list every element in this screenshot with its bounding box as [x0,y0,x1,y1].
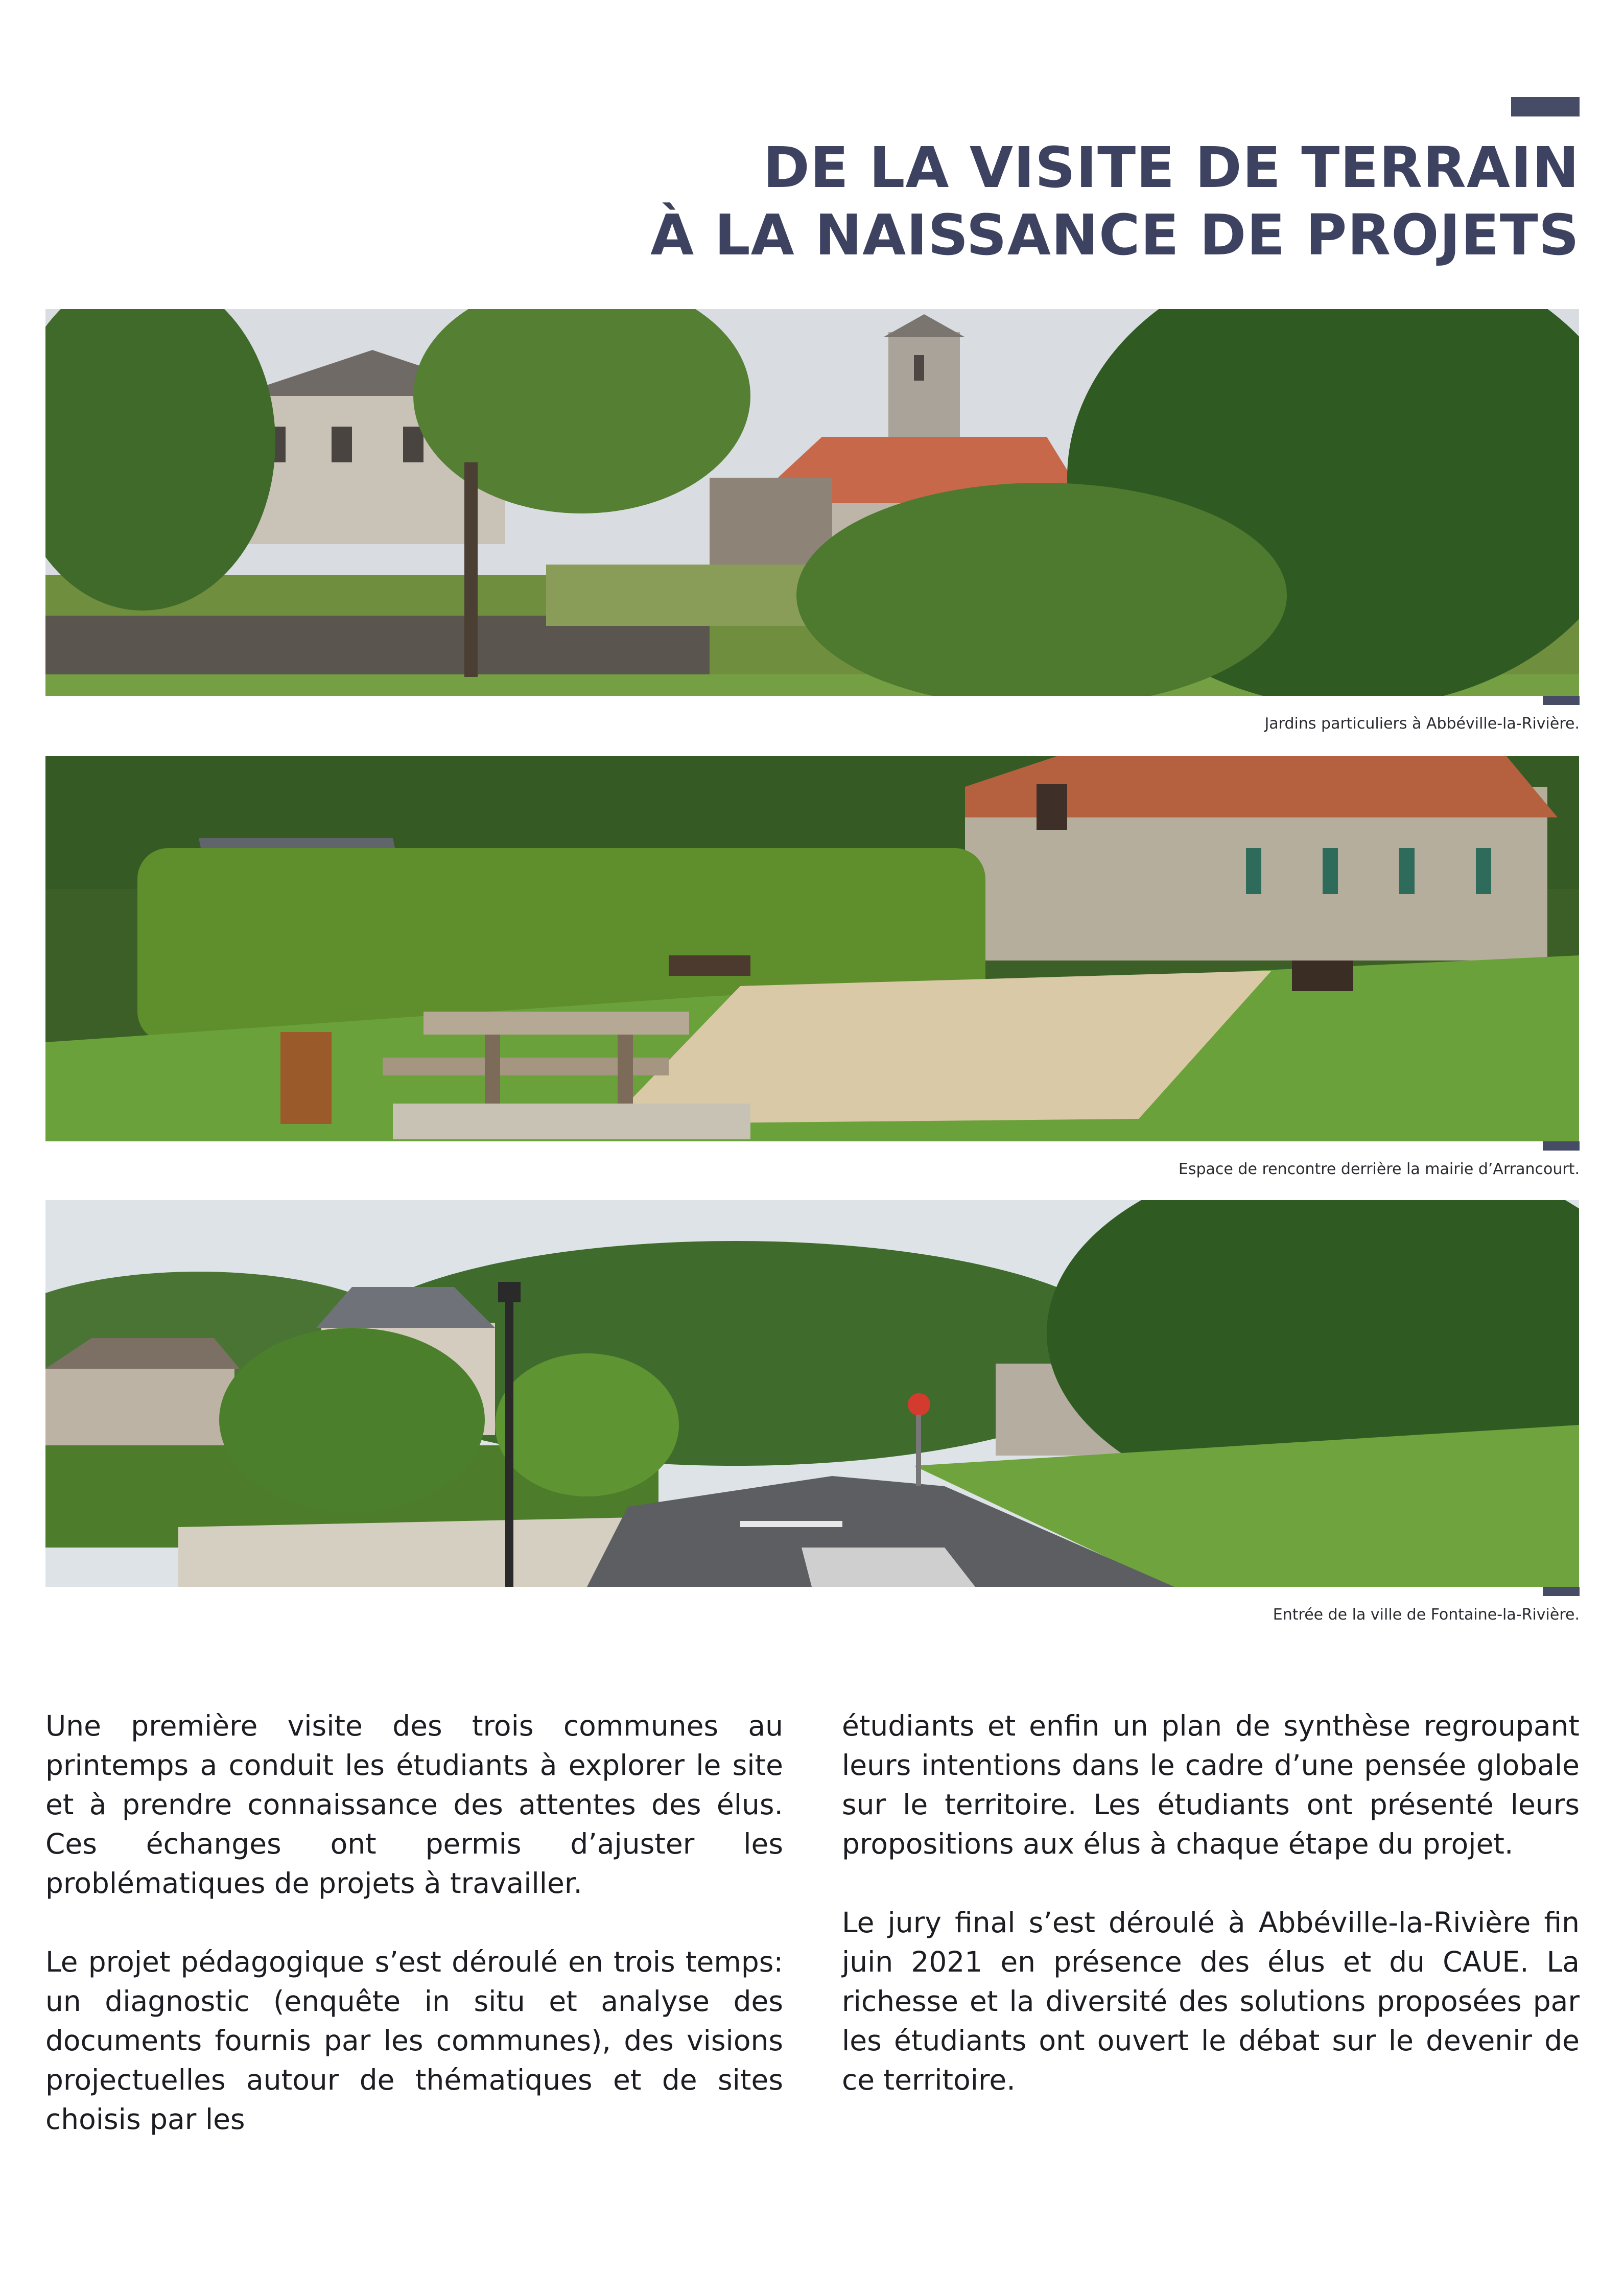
caption-marker-1 [1543,696,1580,705]
title-line-2: À LA NAISSANCE DE PROJETS [650,202,1580,268]
body-column-left [45,1706,783,2178]
body-paragraph-2: Le projet pédagogique s’est déroulé en trois temps: un diagnostic (enquête in situ et analyse des documents fournis par les communes), des visions projectuelles autour de thématiques et de sites choisis par les [45,1946,783,2136]
body-paragraph-3: étudiants et enfin un plan de synthèse regroupant leurs intentions dans le cadre d’une pensée globale sur le territoire. Les étudiants ont présenté leurs propositions aux élus à chaque étape du projet. [842,1709,1580,1860]
body-paragraph-1: Une première visite des trois communes au printemps a conduit les étudiants à explorer le site et à prendre connaissance des attentes des élus. Ces échanges ont permis d’ajuster les problématiques de projets à travailler. [45,1709,783,1900]
title-line-1: DE LA VISITE DE TERRAIN [763,135,1580,200]
page-title [650,134,1580,269]
body-column-right [842,1706,1580,2139]
body-paragraph-4: Le jury final s’est déroulé à Abbéville-la-Rivière fin juin 2021 en présence des élus et du CAUE. La richesse et la diversité des solutions proposées par les étudiants ont ouvert le débat sur le devenir de ce territoire. [842,1906,1580,2096]
caption-marker-3 [1543,1587,1580,1596]
photo-caption-2: Espace de rencontre derrière la mairie d’Arrancourt. [1178,1160,1580,1178]
photo-caption-1: Jardins particuliers à Abbéville-la-Rivière. [1264,715,1580,733]
photo-gardens-abbeville [45,309,1579,696]
photo-meeting-space-arrancourt [45,756,1579,1141]
photo-caption-3: Entrée de la ville de Fontaine-la-Rivière. [1273,1606,1580,1624]
title-accent-bar [1511,97,1580,116]
caption-marker-2 [1543,1141,1580,1151]
photo-entrance-fontaine [45,1200,1579,1587]
